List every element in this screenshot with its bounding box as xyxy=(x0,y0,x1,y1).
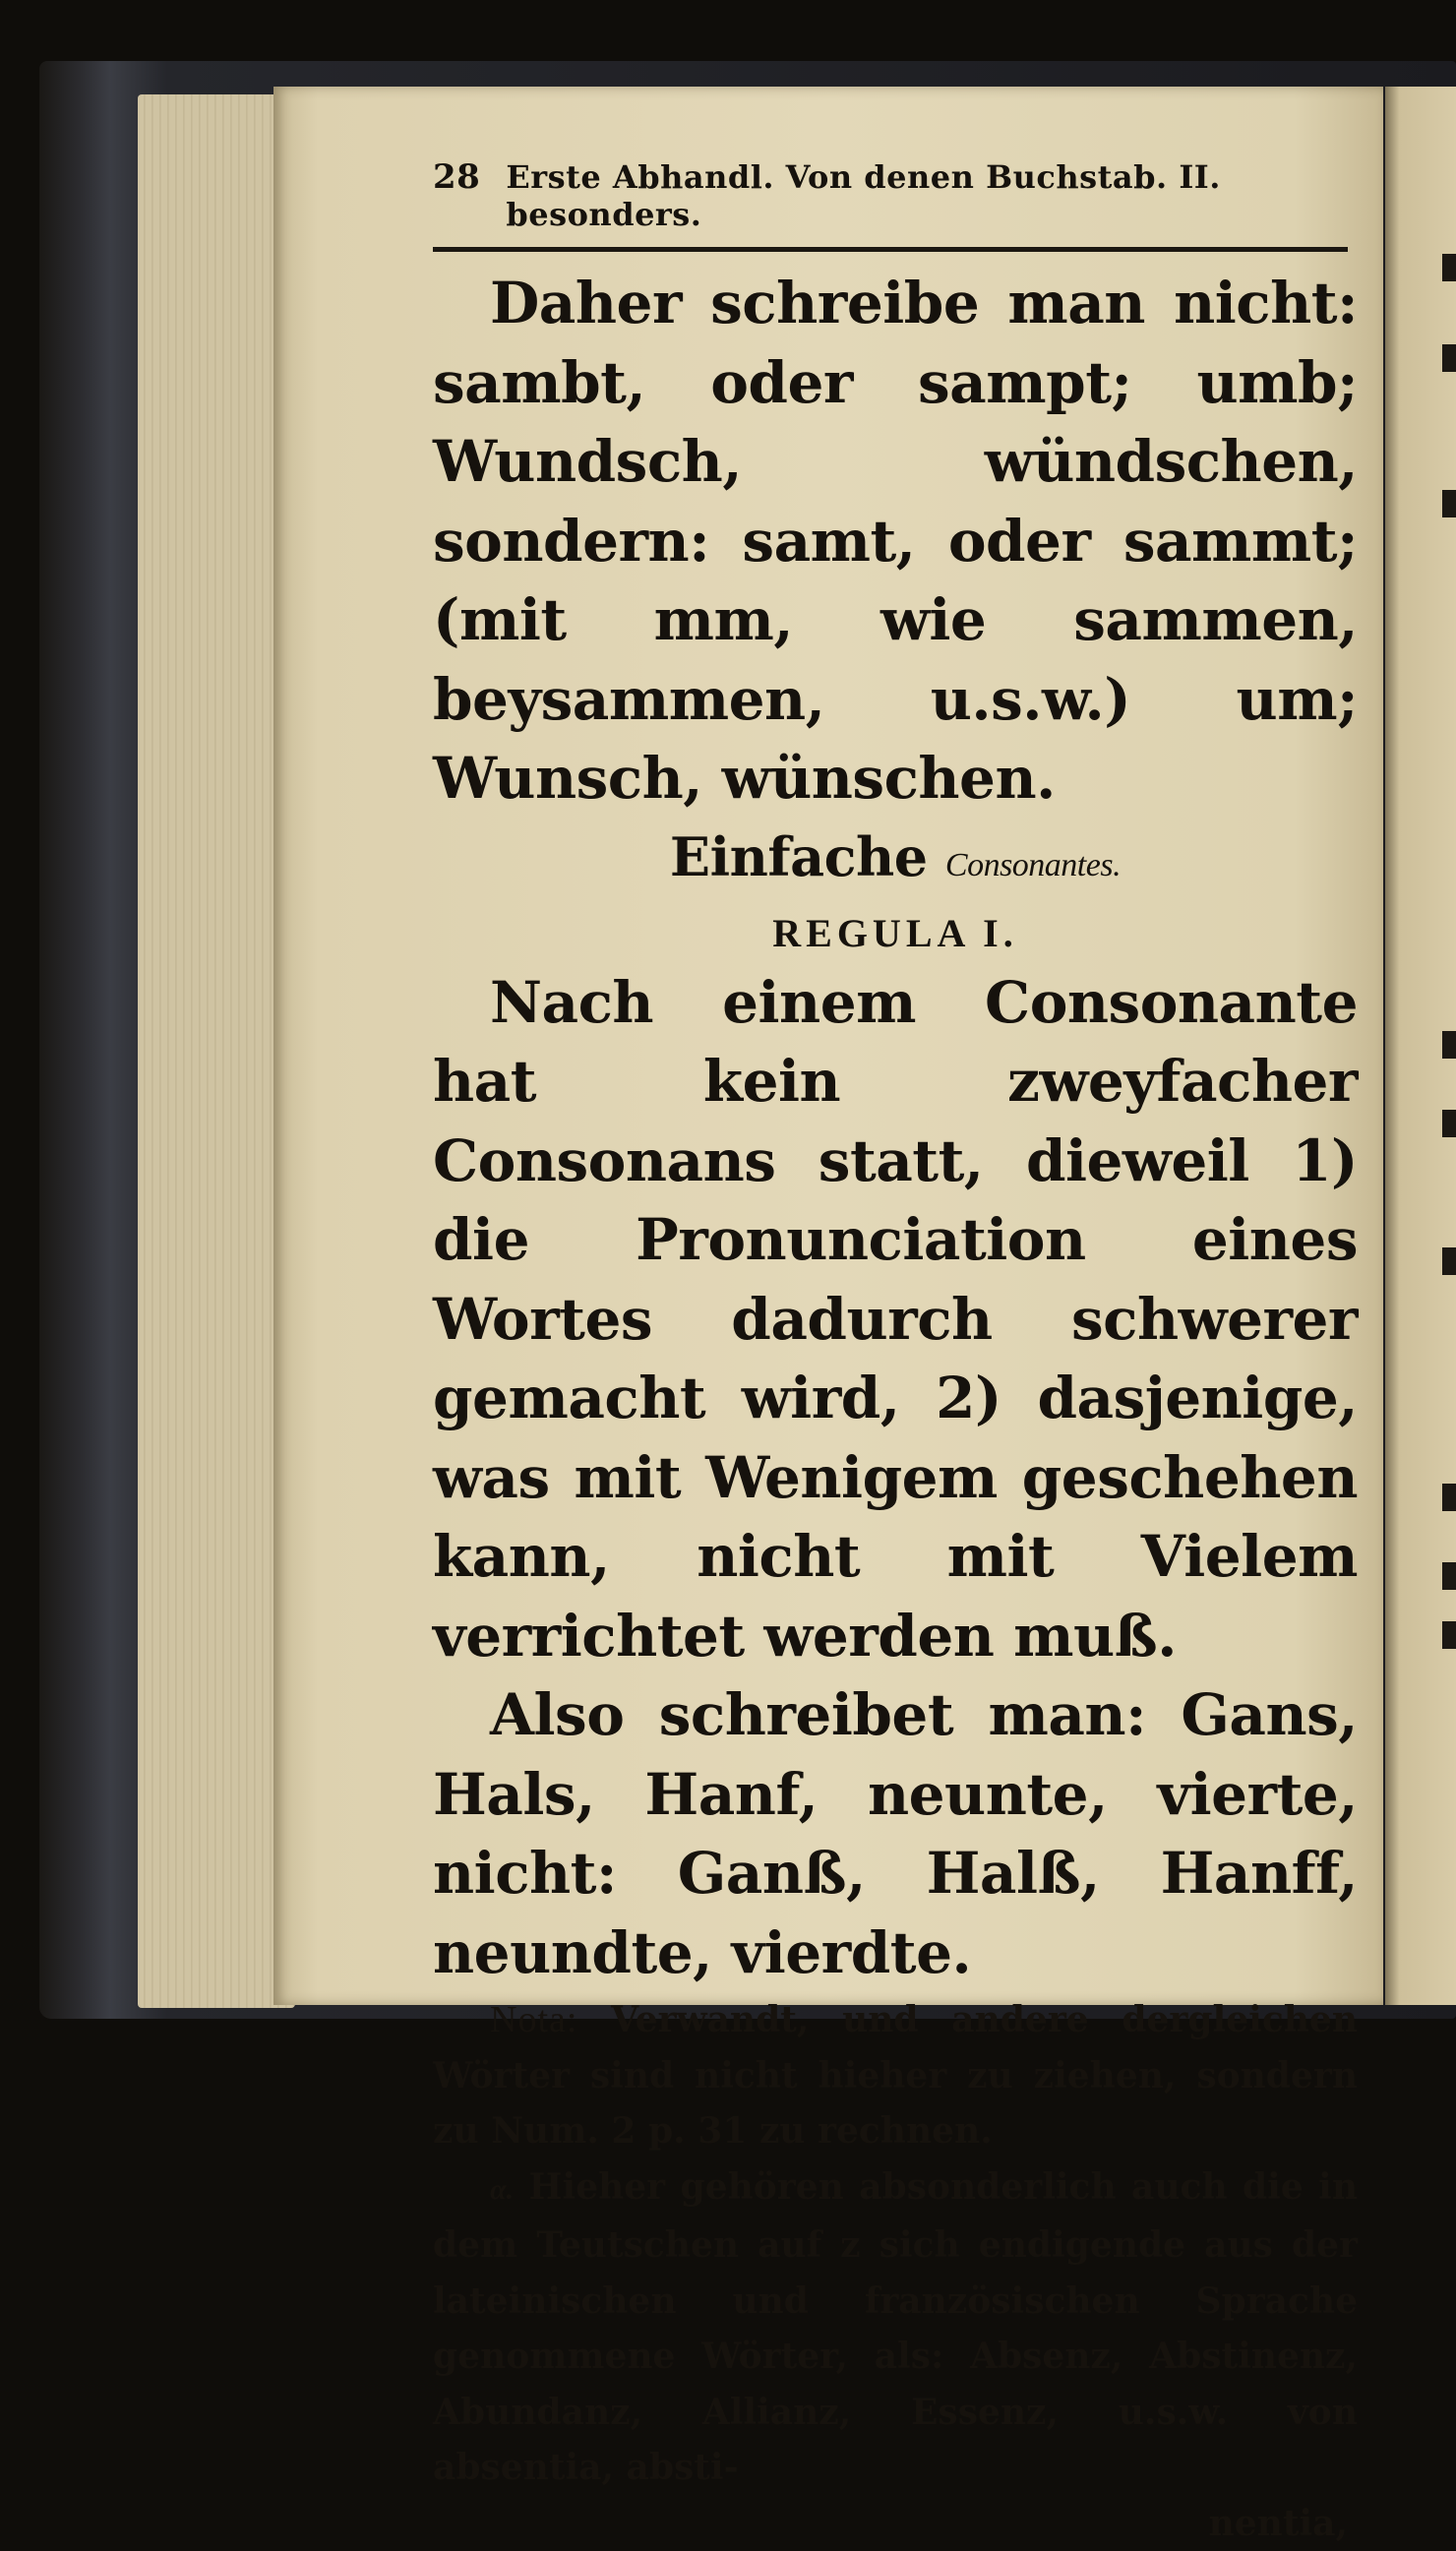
page-number: 28 xyxy=(433,157,480,197)
catchword: nentia, xyxy=(433,2496,1358,2551)
heading-german: Einfache xyxy=(670,825,928,888)
main-text xyxy=(433,264,1358,1992)
running-head xyxy=(433,157,1358,243)
page-edges xyxy=(138,94,295,2008)
page-content xyxy=(433,157,1358,2551)
alpha-label: α. xyxy=(490,2173,514,2206)
alpha-paragraph xyxy=(433,2159,1358,2496)
section-heading xyxy=(433,819,1358,904)
paragraph-daher: Daher schreibe man nicht: sambt, oder sampt; umb; Wundsch, wündschen, sondern: samt, oder sammt; (mit mm, wie sammen, beysammen, u.s.w.) um; Wunsch, wünschen. xyxy=(433,264,1358,819)
facing-page-edge xyxy=(1385,87,1456,2005)
paragraph-also: Also schreibet man: Gans, Hals, Hanf, neunte, vierte, nicht: Ganß, Halß, Hanff, neundte, vierdte. xyxy=(433,1675,1358,1992)
heading-latin: Consonantes. xyxy=(945,847,1121,883)
notes-text xyxy=(433,1992,1358,2551)
running-title: Erste Abhandl. Von denen Buchstab. II. besonders. xyxy=(506,158,1350,233)
header-rule xyxy=(433,247,1348,252)
alpha-text: Hieher gehören absonderlich auch die in dem Teutschen auf z sich endigende aus der lateinischen und französischen Sprache genommene Wörter, als: Absenz, Abstinenz, Abundanz, Allianz, Essenz, u.s.w. von absentia, absti- xyxy=(433,2166,1358,2489)
paragraph-nach: Nach einem Consonante hat kein zweyfacher Consonans statt, dieweil 1) die Pronunciation eines Wortes dadurch schwerer gemacht wird, 2) dasjenige, was mit Wenigem geschehen kann, nicht mit Vielem verrichtet werden muß. xyxy=(433,963,1358,1676)
nota-text: Verwandt, und andere dergleichen Wörter sind nicht hieher zu ziehen, sondern zu Num. 2 p. 31 zu rechnen. xyxy=(433,1999,1358,2152)
regula-heading: REGULA I. xyxy=(433,904,1358,963)
nota-paragraph xyxy=(433,1992,1358,2159)
nota-label: Nota: xyxy=(490,1999,577,2040)
